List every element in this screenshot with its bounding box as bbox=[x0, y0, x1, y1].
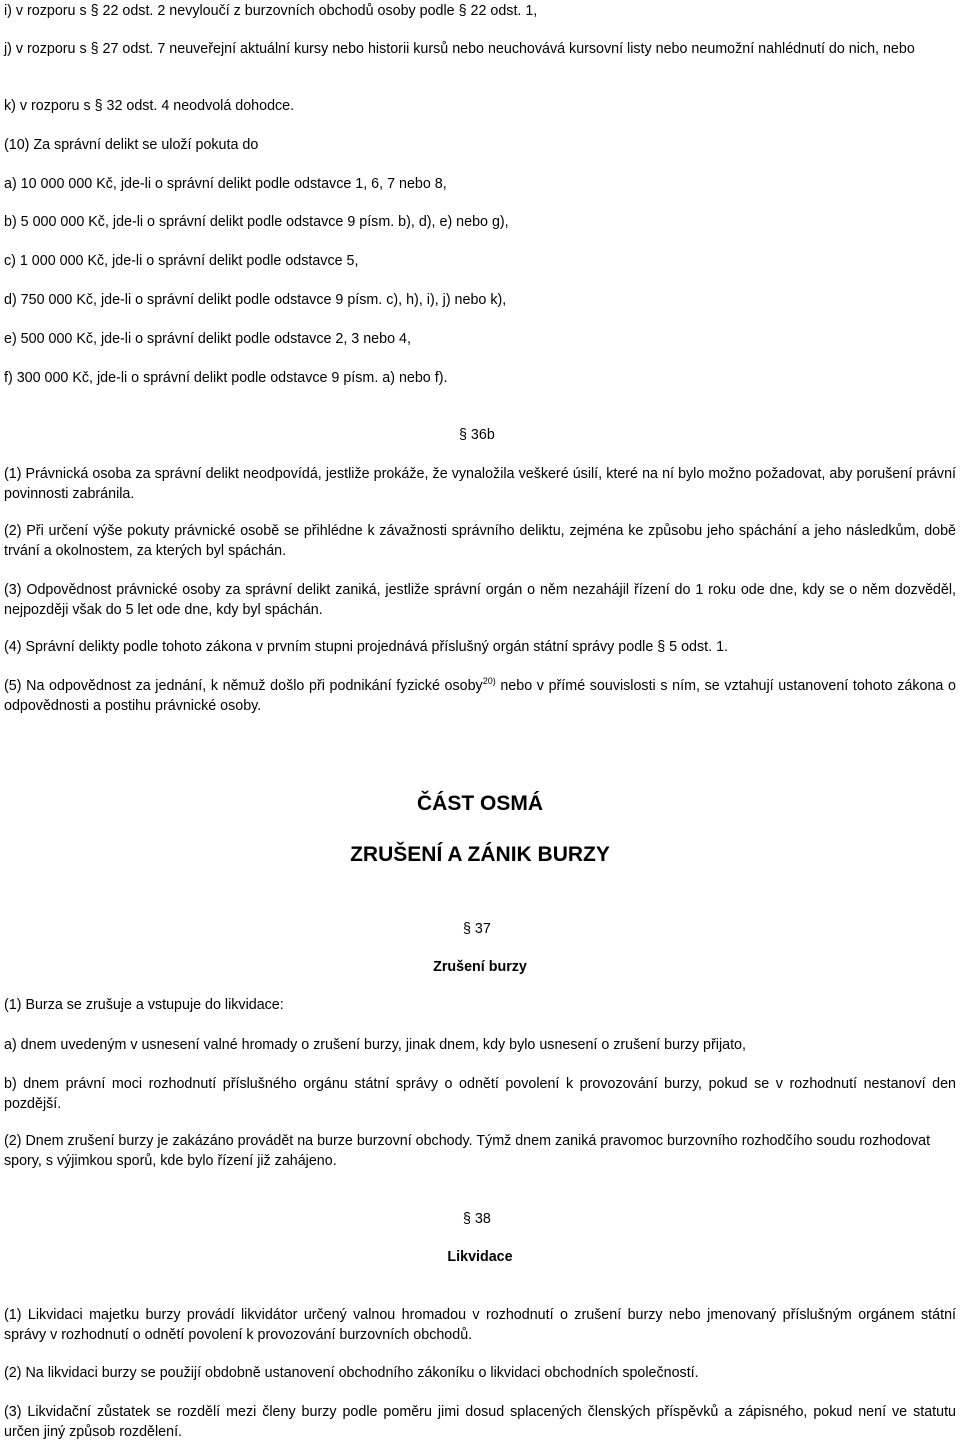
paragraph-5-text-start: (5) Na odpovědnost za jednání, k němuž došlo při podnikání fyzické osoby bbox=[4, 678, 483, 694]
par10-item-b: b) 5 000 000 Kč, jde-li o správní delikt podle odstavce 9 písm. b), d), e) nebo g), bbox=[4, 214, 509, 230]
item-j: j) v rozporu s § 27 odst. 7 neuveřejní aktuální kursy nebo historii kursů nebo neuchovává kursovní listy nebo neumožní nahlédnutí do nich, nebo bbox=[4, 41, 915, 57]
section-36b-paragraph-5 bbox=[4, 677, 956, 716]
section-36b-paragraph-4: (4) Správní delikty podle tohoto zákona v prvním stupni projednává příslušný orgán státní správy podle § 5 odst. 1. bbox=[4, 639, 728, 655]
par10-item-a: a) 10 000 000 Kč, jde-li o správní delikt podle odstavce 1, 6, 7 nebo 8, bbox=[4, 176, 447, 192]
section-37-item-b: b) dnem právní moci rozhodnutí příslušného orgánu státní správy o odnětí povolení k provozování burzy, pokud se v rozhodnutí nestanoví den pozdější. bbox=[4, 1076, 956, 1112]
footnote-reference: 20) bbox=[482, 676, 496, 686]
item-k: k) v rozporu s § 32 odst. 4 neodvolá dohodce. bbox=[4, 98, 295, 114]
par10-item-d: d) 750 000 Kč, jde-li o správní delikt podle odstavce 9 písm. c), h), i), j) nebo k), bbox=[4, 292, 507, 308]
section-38-heading: § 38 bbox=[463, 1211, 491, 1227]
section-37-title: Zrušení burzy bbox=[433, 959, 527, 975]
par10-item-c: c) 1 000 000 Kč, jde-li o správní delikt podle odstavce 5, bbox=[4, 253, 359, 269]
section-36b-paragraph-2: (2) Při určení výše pokuty právnické osobě se přihlédne k závažnosti správního deliktu, zejména ke způsobu jeho spáchání a jeho následkům, době trvání a okolnostem, za kterých byl spáchán. bbox=[4, 523, 956, 559]
part-subtitle: ZRUŠENÍ A ZÁNIK BURZY bbox=[350, 843, 610, 866]
par10-intro: (10) Za správní delikt se uloží pokuta do bbox=[4, 137, 259, 153]
section-37-heading: § 37 bbox=[463, 921, 491, 937]
section-38-paragraph-2: (2) Na likvidaci burzy se použijí obdobně ustanovení obchodního zákoníku o likvidaci obchodních společností. bbox=[4, 1365, 699, 1381]
section-37-paragraph-2: (2) Dnem zrušení burzy je zakázáno provádět na burze burzovní obchody. Týmž dnem zaniká pravomoc burzovního rozhodčího soudu rozhodovat spory, s výjimkou sporů, kde bylo řízení již zahájeno. bbox=[4, 1133, 931, 1169]
section-37-item-a: a) dnem uvedeným v usnesení valné hromady o zrušení burzy, jinak dnem, kdy bylo usnesení o zrušení burzy přijato, bbox=[4, 1037, 746, 1053]
section-38-paragraph-1: (1) Likvidaci majetku burzy provádí likvidátor určený valnou hromadou v rozhodnutí o zrušení burzy nebo jmenovaný příslušným orgánem státní správy v rozhodnutí o odnětí povolení k provozování burzovních obchodů. bbox=[4, 1307, 956, 1343]
section-36b-paragraph-1: (1) Právnická osoba za správní delikt neodpovídá, jestliže prokáže, že vynaložila veškeré úsilí, které na ní bylo možno požadovat, aby porušení právní povinnosti zabránila. bbox=[4, 466, 956, 502]
section-38-title: Likvidace bbox=[447, 1249, 513, 1265]
section-37-paragraph-1: (1) Burza se zrušuje a vstupuje do likvidace: bbox=[4, 997, 284, 1013]
par10-item-f: f) 300 000 Kč, jde-li o správní delikt podle odstavce 9 písm. a) nebo f). bbox=[4, 370, 448, 386]
par10-item-e: e) 500 000 Kč, jde-li o správní delikt podle odstavce 2, 3 nebo 4, bbox=[4, 331, 411, 347]
item-i: i) v rozporu s § 22 odst. 2 nevyloučí z burzovních obchodů osoby podle § 22 odst. 1, bbox=[4, 3, 538, 19]
part-title: ČÁST OSMÁ bbox=[417, 792, 543, 815]
paragraph-5-text-end: nebo v přímé souvislosti s ním, se vztahují ustanovení tohoto zákona o odpovědnosti a postihu právnické osoby. bbox=[4, 678, 956, 714]
section-36b-heading: § 36b bbox=[459, 427, 495, 443]
section-38-paragraph-3: (3) Likvidační zůstatek se rozdělí mezi členy burzy podle poměru jimi dosud splacených členských příspěvků a zápisného, pokud není ve statutu určen jiný způsob rozdělení. bbox=[4, 1404, 956, 1440]
section-36b-paragraph-3: (3) Odpovědnost právnické osoby za správní delikt zaniká, jestliže správní orgán o něm nezahájil řízení do 1 roku ode dne, kdy se o něm dozvěděl, nejpozději však do 5 let ode dne, kdy byl spáchán. bbox=[4, 582, 956, 618]
